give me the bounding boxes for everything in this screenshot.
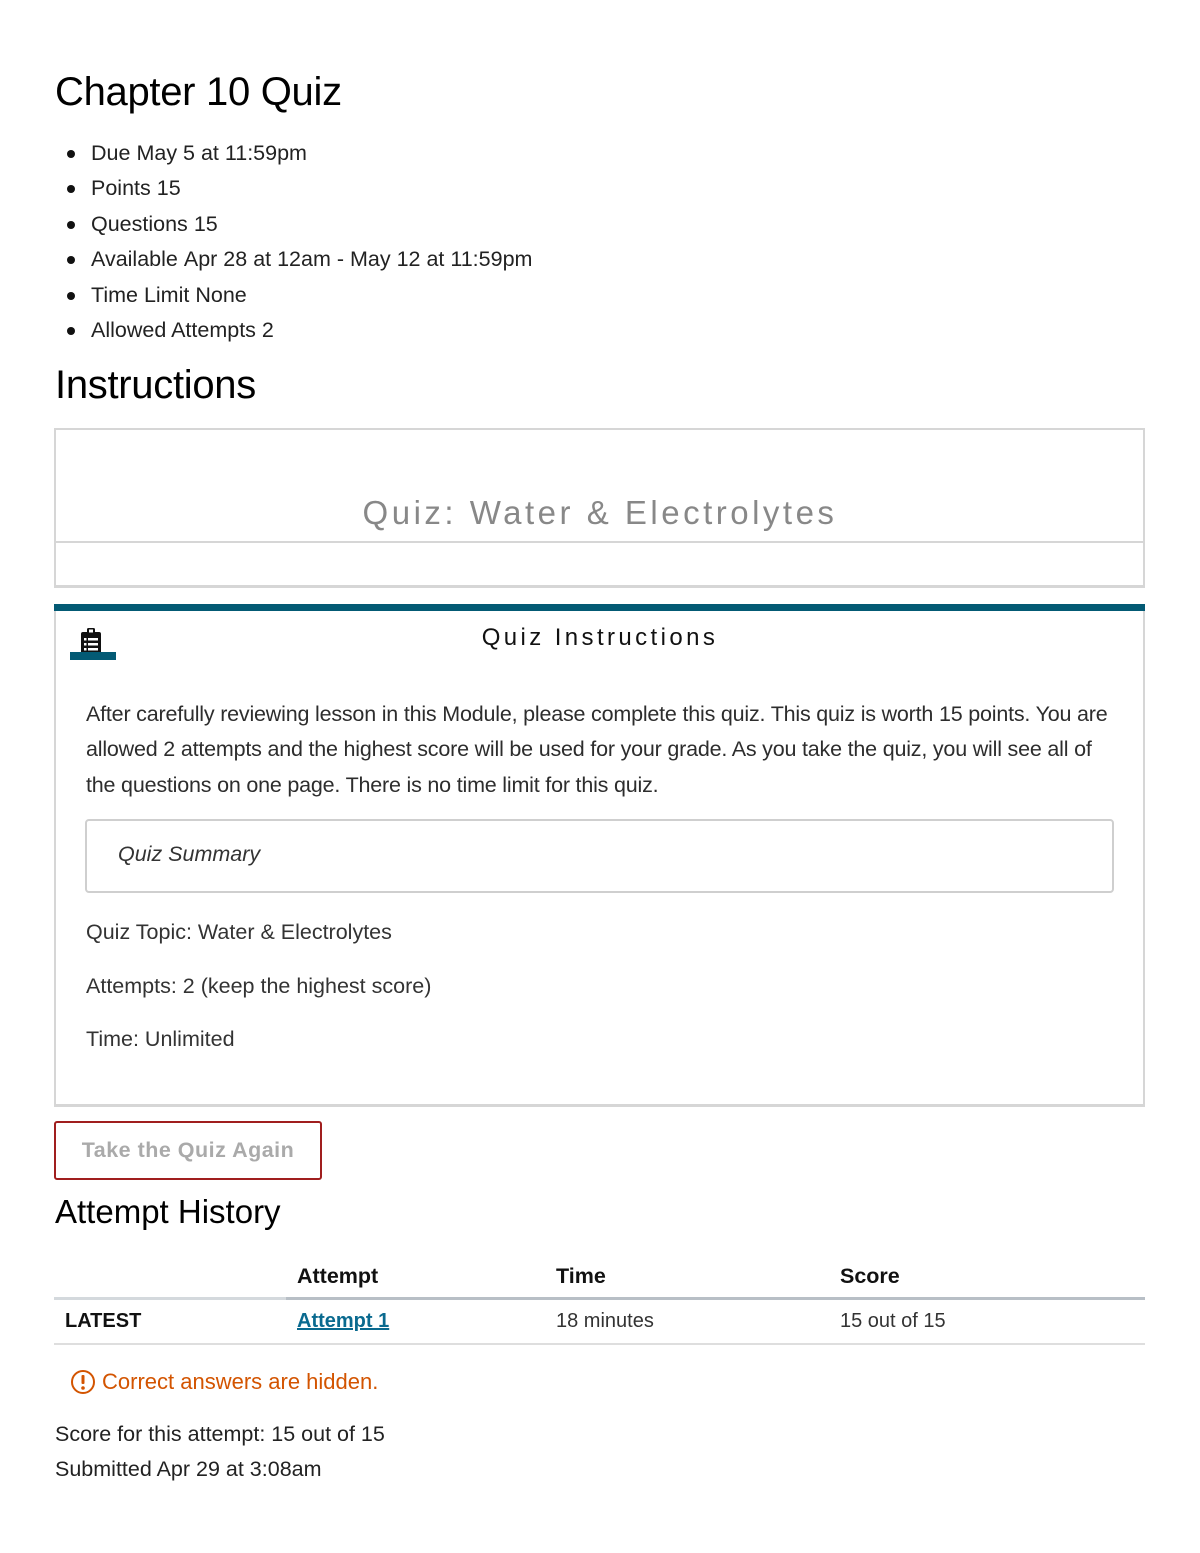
attempt-history-heading: Attempt History: [55, 1193, 281, 1230]
column-header-attempt: Attempt: [297, 1263, 379, 1288]
page-title: Chapter 10 Quiz: [55, 70, 342, 114]
quiz-details-list: [55, 136, 532, 348]
card-heading: Quiz Instructions: [481, 624, 719, 651]
latest-badge: LATEST: [65, 1309, 142, 1332]
detail-value: None: [195, 282, 247, 307]
quiz-topic: Quiz Topic: Water & Electrolytes: [86, 920, 392, 944]
banner-title: Quiz: Water & Electrolytes: [362, 494, 838, 531]
attempt-1-link[interactable]: Attempt 1: [297, 1309, 390, 1332]
detail-time-limit: [55, 278, 532, 313]
icon-underline: [70, 652, 116, 660]
column-header-blank: [54, 1256, 286, 1298]
detail-value: 15: [156, 176, 181, 201]
detail-label: Points: [91, 176, 151, 201]
detail-label: Available: [91, 247, 178, 272]
detail-label: Questions: [91, 211, 188, 236]
score-cell: 15 out of 15: [840, 1309, 946, 1332]
quiz-summary-label: Quiz Summary: [118, 842, 261, 866]
detail-available: [55, 242, 532, 277]
quiz-time-info: Time: Unlimited: [86, 1027, 235, 1051]
attempt-history-table: [54, 1256, 1145, 1345]
time-cell: 18 minutes: [556, 1309, 654, 1332]
answers-hidden-notice: [70, 1369, 378, 1395]
attempt-score: Score for this attempt: 15 out of 15: [55, 1422, 385, 1446]
detail-value: Apr 28 at 12am - May 12 at 11:59pm: [183, 247, 533, 272]
card-accent-bar: [54, 604, 1145, 611]
detail-value: May 5 at 11:59pm: [136, 141, 307, 165]
attempt-cell: [286, 1298, 556, 1344]
instructions-heading: Instructions: [55, 363, 256, 407]
detail-label: Time Limit: [91, 282, 190, 307]
answers-hidden-text: Correct answers are hidden.: [102, 1369, 379, 1394]
exclamation-circle-icon: [70, 1369, 96, 1395]
table-header-row: [54, 1256, 1145, 1298]
detail-questions: [55, 207, 532, 242]
banner-divider: [55, 541, 1144, 543]
detail-due: [55, 136, 532, 171]
column-header-score: Score: [840, 1263, 900, 1288]
detail-value: 15: [193, 211, 218, 236]
column-header-time: Time: [556, 1263, 606, 1288]
quiz-attempts-info: Attempts: 2 (keep the highest score): [86, 974, 432, 998]
detail-label: Due: [91, 141, 131, 165]
take-quiz-again-button[interactable]: Take the Quiz Again: [54, 1121, 322, 1180]
detail-label: Allowed Attempts: [91, 317, 256, 342]
table-row: [54, 1298, 1145, 1344]
detail-points: [55, 171, 532, 206]
detail-allowed-attempts: [55, 313, 532, 348]
latest-badge-cell: [54, 1298, 286, 1344]
detail-value: 2: [261, 317, 274, 342]
submitted-time: Submitted Apr 29 at 3:08am: [55, 1457, 322, 1481]
card-body-text: After carefully reviewing lesson in this Module, please complete this quiz. This quiz is worth 15 points. You are allowed 2 attempts and the highest score will be used for your grade. As you take the quiz, you will see all of the questions on one page. There is no time limit for this quiz.: [86, 702, 1108, 797]
